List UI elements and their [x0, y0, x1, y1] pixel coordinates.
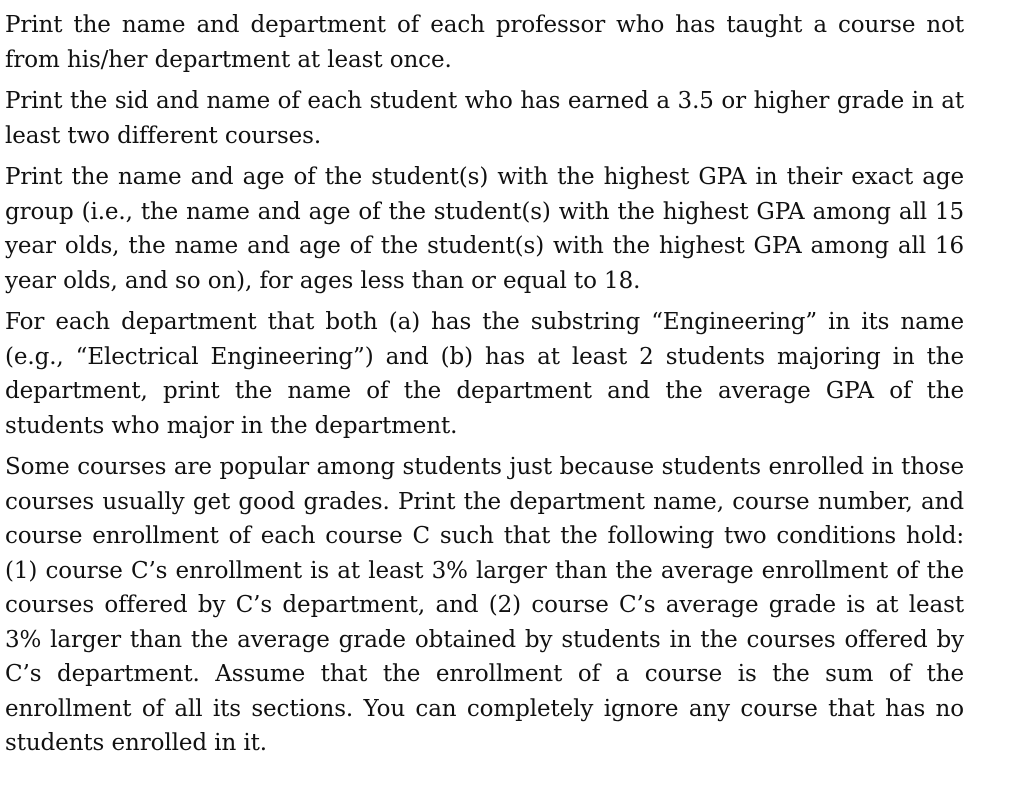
question-1: Print the name and department of each professor who has taught a course not from his/her department at least once. — [5, 12, 964, 73]
question-5: Some courses are popular among students just because students enrolled in those courses usually get good grades. Print the department name, course number, and course enrollment of each course C such that the following two conditions hold: (1) course C’s enrollment is at least 3% larger than the average enrollment of the courses offered by C’s department, and (2) course C’s average grade is at least 3% larger than the average grade obtained by students in the courses offered by C’s department. Assume that the enrollment of a course is the sum of the enrollment of all its sections. You can completely ignore any course that has no students enrolled in it. — [5, 454, 964, 756]
question-4: For each department that both (a) has the substring “Engineering” in its name (e.g., “Electrical Engineering”) and (b) has at least 2 students majoring in the department, print the name of the department and the average GPA of the students who major in the department. — [5, 309, 964, 439]
question-2: Print the sid and name of each student who has earned a 3.5 or higher grade in at least two different courses. — [5, 88, 964, 149]
question-3: Print the name and age of the student(s) with the highest GPA in their exact age group (i.e., the name and age of the student(s) with the highest GPA among all 15 year olds, the name and age of the student(s) with the highest GPA among all 16 year olds, and so on), for ages less than or equal to 18. — [5, 164, 964, 294]
